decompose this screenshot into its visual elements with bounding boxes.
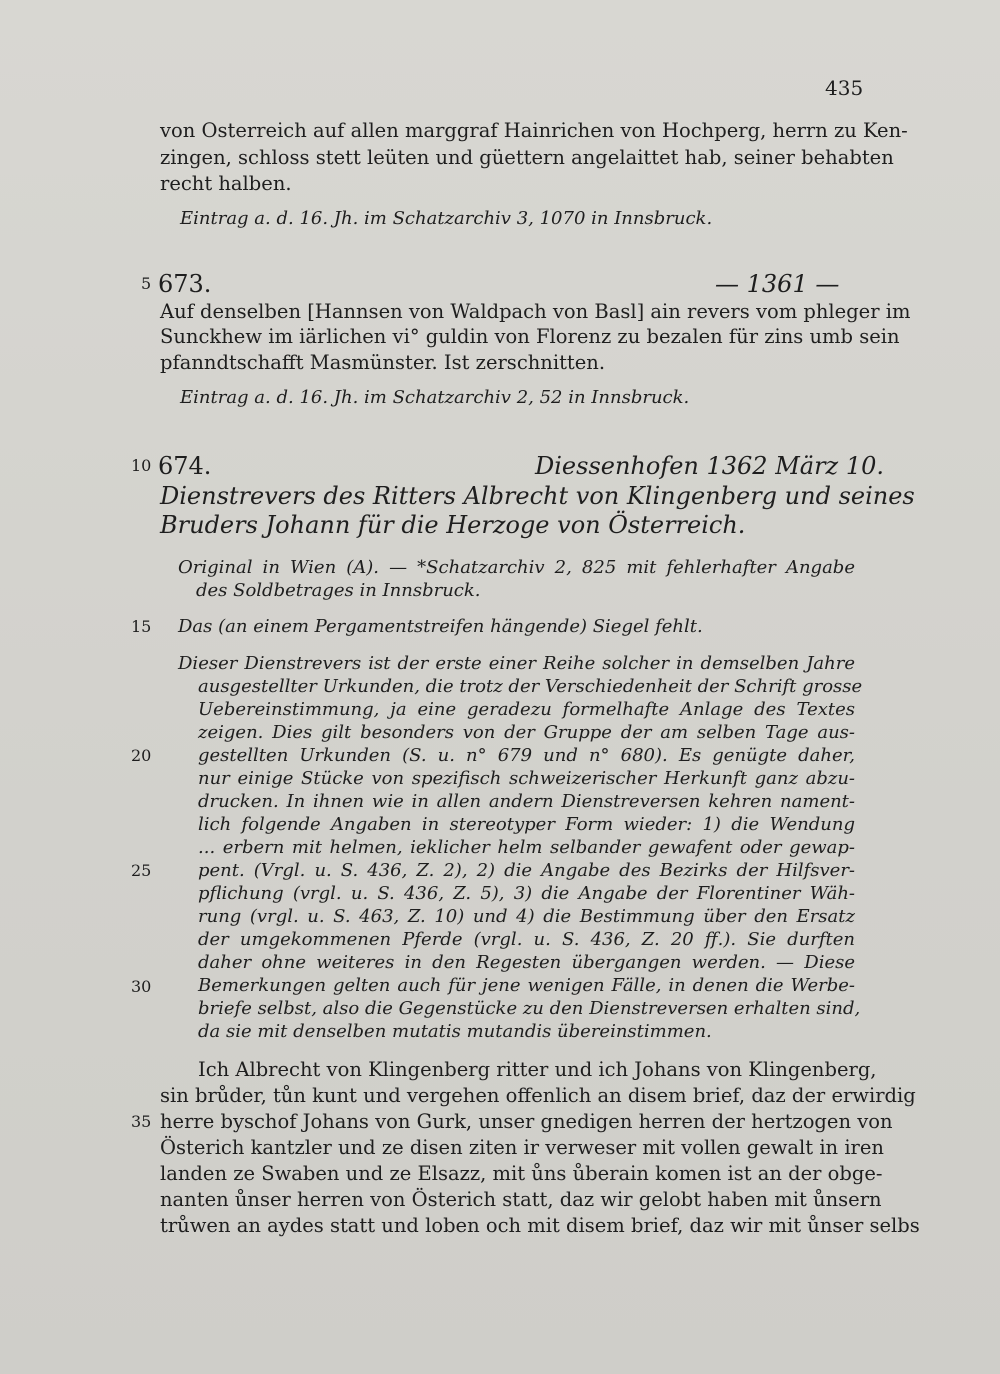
entry-title: Dienstrevers des Ritters Albrecht von Klingenberg und seines [160,482,915,510]
entry-number: 673. [158,270,212,298]
source-note: Eintrag a. d. 16. Jh. im Schatzarchiv 3, 1070 in Innsbruck. [180,208,713,229]
line-number: 5 [141,274,152,293]
body-line: sin brůder, tůn kunt und vergehen offenlich an disem brief, daz der erwirdig [160,1084,916,1107]
commentary-line: ... erbern mit helmen, ieklicher helm selbander gewafent oder gewap- [198,837,855,858]
body-line: Ich Albrecht von Klingenberg ritter und ich Johans von Klingenberg, [198,1058,877,1081]
line-number: 15 [131,617,152,636]
commentary-line: lich folgende Angaben in stereotyper Form wieder: 1) die Wendung [198,814,855,835]
commentary-line: zeigen. Dies gilt besonders von der Gruppe der am selben Tage aus- [198,722,855,743]
body-line: zingen, schloss stett leüten und güettern angelaittet hab, seiner behabten [160,146,894,169]
body-line: herre byschof Johans von Gurk, unser gnedigen herren der hertzogen von [160,1110,893,1133]
commentary-line: Dieser Dienstrevers ist der erste einer Reihe solcher in demselben Jahre [178,653,855,674]
line-number: 20 [131,746,152,765]
line-number: 10 [131,456,152,475]
line-number: 35 [131,1112,152,1131]
line-number: 30 [131,977,152,996]
commentary-line: briefe selbst, also die Gegenstücke zu den Dienstreversen erhalten sind, [198,998,861,1019]
commentary-line: daher ohne weiteres in den Regesten übergangen werden. — Diese [198,952,855,973]
commentary-line: pent. (Vrgl. u. S. 436, Z. 2), 2) die Angabe des Bezirks der Hilfsver- [198,860,855,881]
body-line: pfanndtschafft Masmünster. Ist zerschnitten. [160,351,606,374]
commentary-line: Uebereinstimmung, ja eine geradezu formelhafte Anlage des Textes [198,699,855,720]
body-line: Sunckhew im iärlichen vi° guldin von Florenz zu bezalen für zins umb sein [160,325,900,348]
commentary-line: nur einige Stücke von spezifisch schweizerischer Herkunft ganz abzu- [198,768,855,789]
body-line: Österich kantzler und ze disen ziten ir verweser mit vollen gewalt in iren [160,1136,884,1159]
commentary-line: rung (vrgl. u. S. 463, Z. 10) und 4) die Bestimmung über den Ersatz [198,906,855,927]
body-line: recht halben. [160,172,292,195]
source-note: Eintrag a. d. 16. Jh. im Schatzarchiv 2, 52 in Innsbruck. [180,387,690,408]
page-number: 435 [825,76,864,100]
entry-title: Bruders Johann für die Herzoge von Österreich. [160,511,746,539]
line-number: 25 [131,861,152,880]
commentary-line: Bemerkungen gelten auch für jene wenigen Fälle, in denen die Werbe- [198,975,855,996]
body-line: landen ze Swaben und ze Elsazz, mit ůns ůberain komen ist an der obge- [160,1162,883,1185]
commentary-line: da sie mit denselben mutatis mutandis übereinstimmen. [198,1021,712,1042]
original-note: Original in Wien (A). — *Schatzarchiv 2, 825 mit fehlerhafter Angabe [178,557,855,578]
body-line: trůwen an aydes statt und loben och mit disem brief, daz wir mit ůnser selbs [160,1214,920,1237]
entry-number: 674. [158,452,212,480]
entry-date: — 1361 — [715,270,840,298]
commentary-line: pflichung (vrgl. u. S. 436, Z. 5), 3) die Angabe der Florentiner Wäh- [198,883,855,904]
commentary-line: ausgestellter Urkunden, die trotz der Verschiedenheit der Schrift grosse [198,676,863,697]
entry-place-date: Diessenhofen 1362 März 10. [535,452,884,480]
commentary-line: gestellten Urkunden (S. u. n° 679 und n° 680). Es genügte daher, [198,745,855,766]
original-note: des Soldbetrages in Innsbruck. [196,580,481,601]
commentary-line: der umgekommenen Pferde (vrgl. u. S. 436, Z. 20 ff.). Sie durften [198,929,855,950]
body-line: Auf denselben [Hannsen von Waldpach von Basl] ain revers vom phleger im [160,300,911,323]
body-line: von Osterreich auf allen marggraf Hainrichen von Hochperg, herrn zu Ken- [160,119,908,142]
body-line: nanten ůnser herren von Österich statt, daz wir gelobt haben mit ůnsern [160,1188,882,1211]
seal-note: Das (an einem Pergamentstreifen hängende) Siegel fehlt. [178,616,703,637]
commentary-line: drucken. In ihnen wie in allen andern Dienstreversen kehren nament- [198,791,855,812]
